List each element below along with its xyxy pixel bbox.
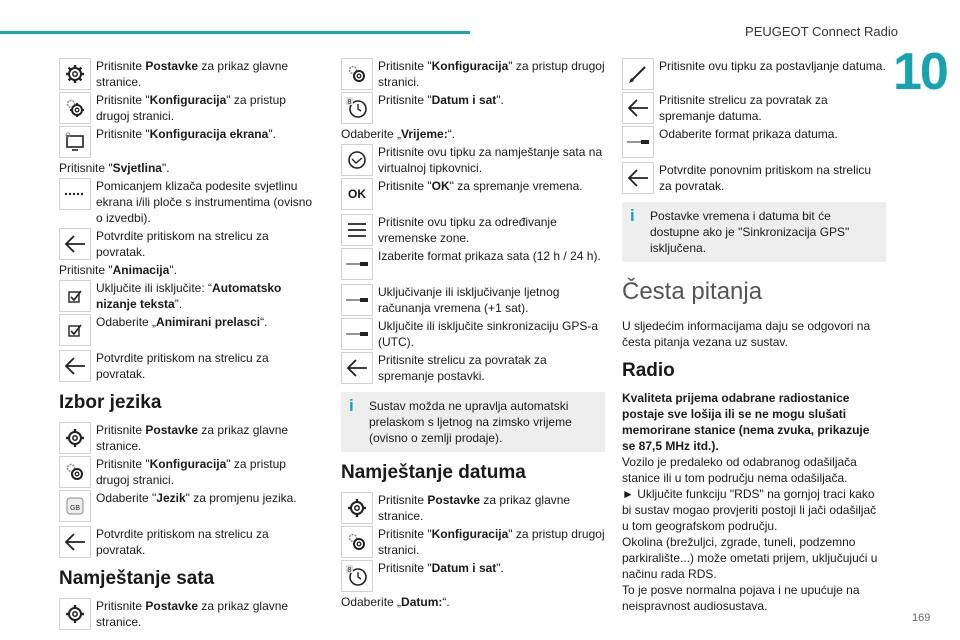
back-arrow-icon [59, 350, 91, 382]
step [622, 126, 886, 158]
step: Pritisnite Postavke za prikaz glavne stranice. [59, 598, 321, 630]
step: OK Pritisnite "OK" za spremanje vremena. [341, 178, 605, 210]
step [341, 214, 605, 246]
toggle-icon [341, 248, 373, 280]
step [59, 178, 321, 226]
step-text: Pritisnite strelicu za povratak za spremanje datuma. [659, 93, 828, 123]
column-3 [622, 58, 886, 614]
slider-dots-icon [59, 178, 91, 210]
toggle-icon [341, 284, 373, 316]
column-2 [341, 58, 605, 612]
column-1 [59, 58, 321, 632]
toggle-icon [341, 318, 373, 350]
menu-list-icon [341, 214, 373, 246]
step [341, 248, 605, 280]
step: GB Odaberite "Jezik" za promjenu jezika. [59, 490, 321, 522]
clock-icon-number: 8 [347, 567, 352, 574]
step [341, 144, 605, 176]
step: Pritisnite "Konfiguracija" za pristup drugoj stranici. [341, 526, 605, 558]
faq-answer: Okolina (brežuljci, zgrade, tuneli, podzemno parkiralište...) može ometati prijem, uključujući u načinu rada RDS. [622, 535, 878, 581]
display-settings-icon [59, 126, 91, 158]
step-text: Potvrdite pritiskom na strelicu za povratak. [96, 229, 269, 259]
info-icon: i [349, 396, 354, 415]
page-number: 169 [912, 612, 931, 624]
clock-icon [341, 560, 373, 592]
step [341, 318, 605, 350]
info-note [622, 202, 886, 262]
chapter-number: 10 [893, 43, 947, 101]
page-header-title: PEUGEOT Connect Radio [745, 24, 898, 39]
step [622, 162, 886, 194]
back-arrow-icon [59, 228, 91, 260]
step: Pritisnite "Konfiguracija" za pristup drugoj stranici. [341, 58, 605, 90]
step-text: Pritisnite strelicu za povratak za spremanje postavki. [378, 353, 547, 383]
gear-icon [341, 492, 373, 524]
clock-icon-number: 8 [347, 99, 352, 106]
faq-intro: U sljedećim informacijama daju se odgovori na česta pitanja vezana uz sustav. [622, 319, 871, 349]
info-note-text: Postavke vremena i datuma bit će dostupne ako je "Sinkronizacija GPS" isključena. [650, 209, 850, 255]
faq-answer: ► Uključite funkciju "RDS" na gornjoj traci kako bi sustav mogao provjeriti postoji li jači odašiljač u tom geografskom području. [622, 487, 877, 533]
step-text: Potvrdite pritiskom na strelicu za povratak. [96, 351, 269, 381]
step [622, 92, 886, 124]
step-text: Pritisnite ovu tipku za određivanje vremenske zone. [378, 215, 557, 245]
back-arrow-icon [59, 526, 91, 558]
clock-icon [341, 92, 373, 124]
step [59, 350, 321, 382]
header-accent-bar [0, 31, 470, 34]
section-title: Izbor jezika [59, 392, 162, 413]
faq-question: Kvaliteta prijema odabrane radiostanice postaje sve lošija ili se ne mogu slušati memorirane stanice (nema zvuka, prikazuje se 87,5 MHz itd.). [622, 391, 870, 453]
time-set-icon [341, 144, 373, 176]
ok-icon-label: OK [348, 187, 366, 201]
step [341, 352, 605, 384]
step: 8 Pritisnite "Datum i sat". [341, 92, 605, 124]
section-title: Radio [622, 360, 675, 381]
pencil-icon [622, 58, 654, 90]
section-title: Namještanje datuma [341, 462, 526, 483]
toggle-icon [622, 126, 654, 158]
step-text: Odaberite format prikaza datuma. [659, 127, 838, 141]
gear-icon [59, 598, 91, 630]
language-icon-label: GB [69, 505, 81, 512]
ok-icon [341, 178, 373, 210]
step-text: Uključite ili isključite sinkronizaciju GPS-a (UTC). [378, 319, 599, 349]
step-text: Potvrdite ponovnim pritiskom na strelicu za povratak. [659, 163, 872, 193]
faq-title: Česta pitanja [622, 278, 763, 305]
instruction-text: Odaberite „Vrijeme:“. [341, 127, 456, 141]
instruction-text: Odaberite „Datum:“. [341, 595, 450, 609]
back-arrow-icon [622, 162, 654, 194]
checkbox-icon [59, 314, 91, 346]
double-gear-icon [59, 456, 91, 488]
step [622, 58, 886, 90]
step: Pritisnite "Konfiguracija ekrana". [59, 126, 321, 158]
instruction-text: Pritisnite "Svjetlina". [59, 161, 170, 175]
step-text: Izaberite format prikaza sata (12 h / 24 h). [378, 249, 601, 263]
step [59, 228, 321, 260]
section-title: Namještanje sata [59, 568, 215, 589]
step: Pritisnite Postavke za prikaz glavne stranice. [59, 422, 321, 454]
step: Pritisnite "Konfiguracija" za pristup drugoj stranici. [59, 92, 321, 124]
step: Pritisnite Postavke za prikaz glavne stranice. [341, 492, 605, 524]
step: Odaberite „Animirani prelasci“. [59, 314, 321, 346]
language-icon [59, 490, 91, 522]
faq-answer: To je posve normalna pojava i ne upućuje na neispravnost audiosustava. [622, 583, 860, 613]
back-arrow-icon [341, 352, 373, 384]
step-text: Uključivanje ili isključivanje ljetnog računanja vremena (+1 sat). [378, 285, 560, 315]
info-icon: i [630, 206, 635, 225]
double-gear-icon [341, 526, 373, 558]
step-text: Pritisnite ovu tipku za namještanje sata na virtualnoj tipkovnici. [378, 145, 603, 175]
gear-icon [59, 422, 91, 454]
instruction-text: Pritisnite "Animacija". [59, 263, 177, 277]
step-text: Potvrdite pritiskom na strelicu za povratak. [96, 527, 269, 557]
step [341, 284, 605, 316]
back-arrow-icon [622, 92, 654, 124]
checkbox-icon [59, 280, 91, 312]
step: Pritisnite "Konfiguracija" za pristup drugoj stranici. [59, 456, 321, 488]
step [59, 526, 321, 558]
info-note-text: Sustav možda ne upravlja automatski prelaskom s ljetnog na zimsko vrijeme (ovisno o zemlji prodaje). [369, 399, 572, 445]
double-gear-icon [341, 58, 373, 90]
step-text: Pritisnite ovu tipku za postavljanje datuma. [659, 59, 886, 73]
step-text: Pomicanjem klizača podesite svjetlinu ekrana i/ili ploče s instrumentima (ovisno o izvedbi). [96, 179, 313, 225]
step: Pritisnite Postavke za prikaz glavne stranice. [59, 58, 321, 90]
info-note [341, 392, 605, 452]
faq-answer: Vozilo je predaleko od odabranog odašiljača stanice ili u tom području nema odašiljača. [622, 455, 857, 485]
step: Uključite ili isključite: “Automatsko nizanje teksta”. [59, 280, 321, 312]
double-gear-icon [59, 92, 91, 124]
gear-icon [59, 58, 91, 90]
step: 8 Pritisnite "Datum i sat". [341, 560, 605, 592]
